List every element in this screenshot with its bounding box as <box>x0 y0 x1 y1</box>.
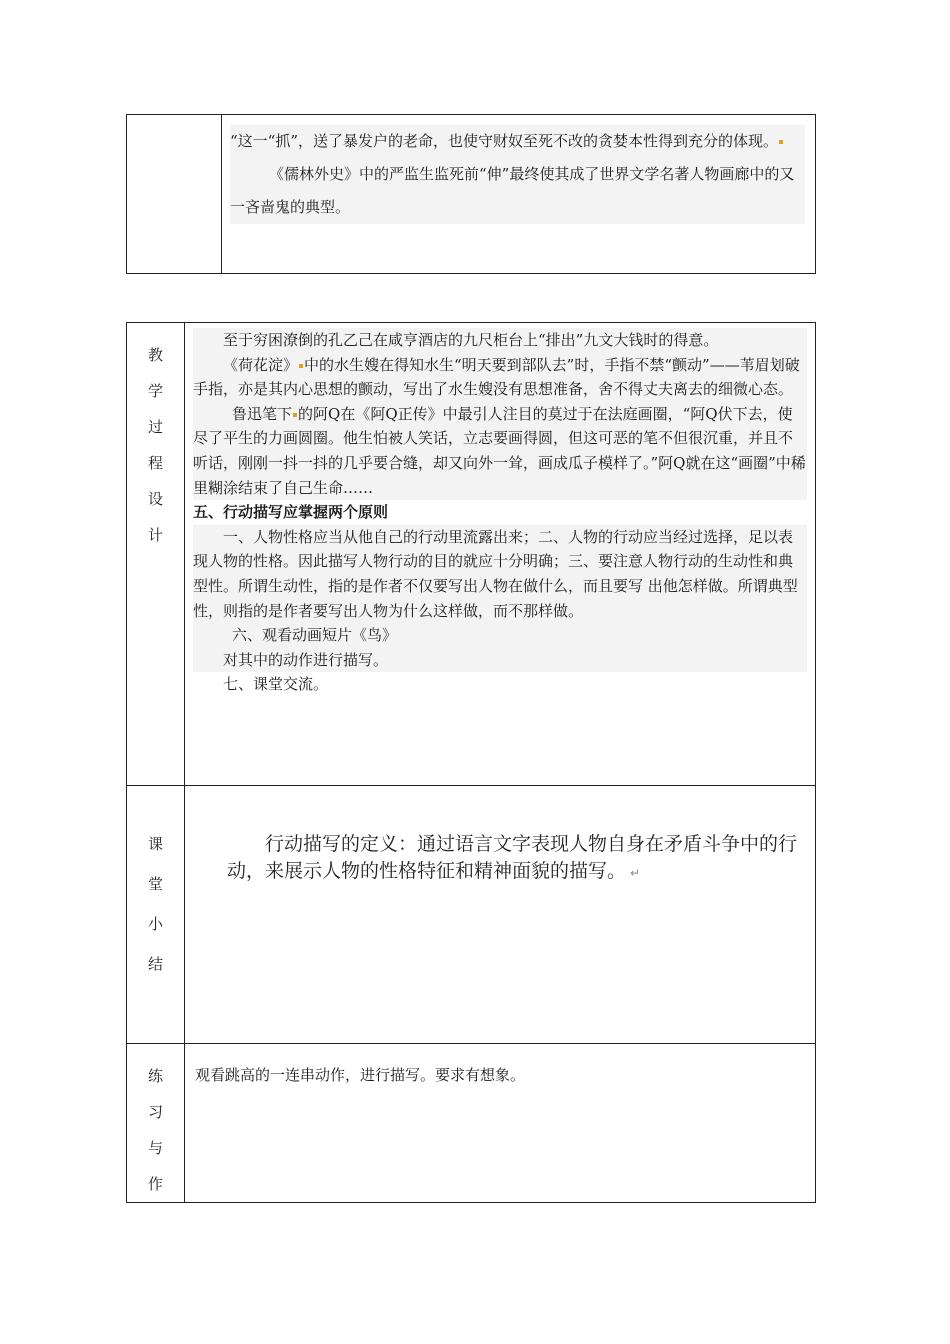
summary-row <box>127 786 816 1044</box>
kongyiji-paragraph: 至于穷困潦倒的孔乙己在咸亨酒店的九尺柜台上“排出”九文大钱时的得意。 <box>193 328 807 353</box>
huge-example-line: “这一“抓”，送了暴发户的老命，也使守财奴至死不改的贪婪本性得到充分的体现。 <box>230 125 805 158</box>
marker-icon <box>779 140 783 144</box>
main-table <box>126 322 816 1203</box>
hehuadian-paragraph: 《荷花淀》 中的水生嫂在得知水生“明天要到部队去”时，手指不禁“颤动”——苇眉划破手指，亦是其内心思想的颤动，写出了水生嫂没有思想准备，舍不得丈夫离去的细微心态。 <box>193 353 807 402</box>
summary-label: 课 堂 小 结 <box>127 786 185 1044</box>
practice-label: 练 习 与 作 <box>127 1044 185 1203</box>
practice-content <box>185 1044 816 1203</box>
marker-icon <box>293 413 297 417</box>
ahq-paragraph: 鲁迅笔下 的阿Q在《阿Q正传》中最引人注目的莫过于在法庭画圈，“阿Q伏下去，使尽了平生的力画圆圈。他生怕被人笑话，立志要画得圆，但这可恶的笔不但很沉重，并且不听话，刚刚一抖一抖的几乎要合缝，却又向外一耸，画成瓜子模样了。”阿Q就在这“画圈”中稀里糊涂结束了自己生命…… <box>193 402 807 500</box>
section-seven-heading: 七、课堂交流。 <box>223 675 329 694</box>
practice-row <box>127 1044 816 1203</box>
process-content <box>185 323 816 786</box>
return-mark-icon: ↵ <box>630 866 641 880</box>
section-six-task: 对其中的动作进行描写。 <box>193 648 807 673</box>
top-table-content-cell <box>222 115 816 274</box>
section-six-heading: 六、观看动画短片《鸟》 <box>193 623 807 648</box>
practice-task: 观看跳高的一连串动作，进行描写。要求有想象。 <box>195 1066 526 1084</box>
marker-icon <box>299 364 303 368</box>
summary-definition: 行动描写的定义：通过语言文字表现人物自身在矛盾斗争中的行动，来展示人物的性格特征和精神面貌的描写。 ↵ <box>227 833 798 882</box>
top-table <box>126 114 816 274</box>
top-table-label-cell <box>127 115 222 274</box>
process-label: 教 学 过 程 设 计 <box>127 323 185 786</box>
summary-content <box>185 786 816 1044</box>
principles-paragraph: 一、人物性格应当从他自己的行动里流露出来；二、人物的行动应当经过选择，足以表现人物的性格。因此描写人物行动的目的就应十分明确；三、要注意人物行动的生动性和典型性。所谓生动性，指的是作者不仅要写出人物在做什么，而且要写 出他怎样做。所谓典型性，则指的是作者要写出人物为什么这样做，而不那样做。 <box>193 525 807 623</box>
process-row <box>127 323 816 786</box>
rulin-example-line: 《儒林外史》中的严监生监死前“伸”最终使其成了世界文学名著人物画廊中的又一吝啬鬼的典型。 <box>230 158 805 224</box>
section-five-heading: 五、行动描写应掌握两个原则 <box>193 503 389 522</box>
